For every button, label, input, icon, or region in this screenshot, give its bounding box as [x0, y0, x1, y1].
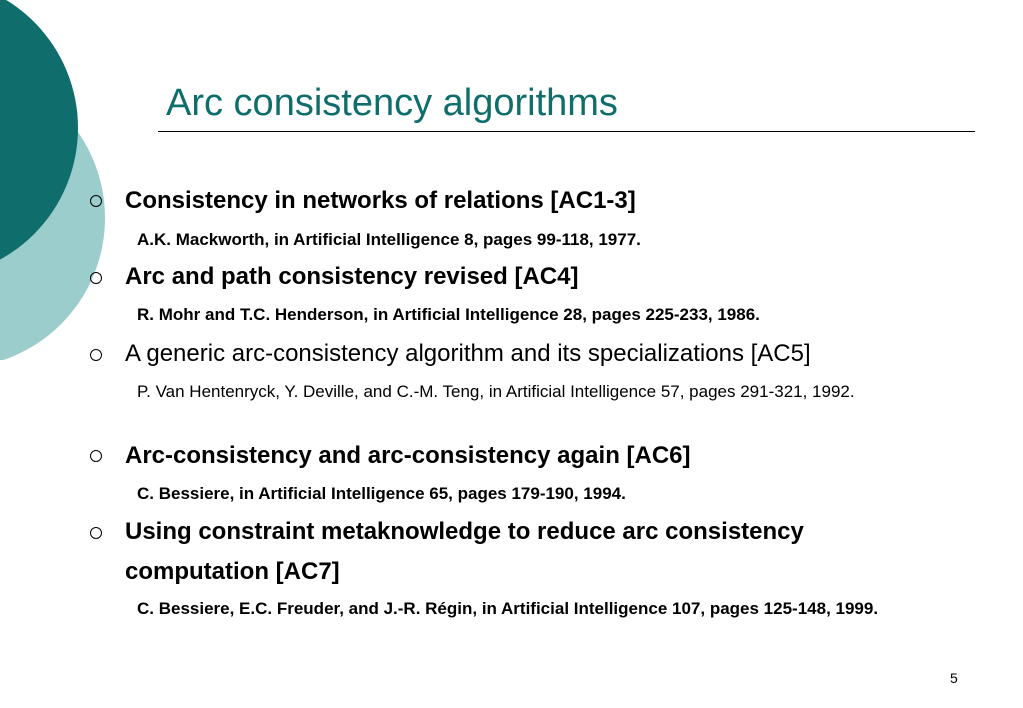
- bullet-reference: P. Van Hentenryck, Y. Deville, and C.-M. Teng, in Artificial Intelligence 57, pages 291-321, 1992.: [137, 382, 855, 401]
- bullet-heading: Arc and path consistency revised [AC4]: [125, 263, 579, 290]
- bullet-marker: [90, 272, 102, 284]
- slide-title: Arc consistency algorithms: [166, 82, 618, 124]
- bullet-reference: A.K. Mackworth, in Artificial Intelligence 8, pages 99-118, 1977.: [137, 230, 641, 249]
- bullet-reference: C. Bessiere, in Artificial Intelligence 65, pages 179-190, 1994.: [137, 484, 626, 503]
- bullet-reference: R. Mohr and T.C. Henderson, in Artificial Intelligence 28, pages 225-233, 1986.: [137, 305, 760, 324]
- bullet-marker: [90, 450, 102, 462]
- bullet-heading: Using constraint metaknowledge to reduce arc consistency computation [AC7]: [125, 518, 804, 585]
- bullet-heading: Arc-consistency and arc-consistency again [AC6]: [125, 442, 691, 469]
- bullet-heading: Consistency in networks of relations [AC1-3]: [125, 187, 636, 214]
- bullet-heading: A generic arc-consistency algorithm and its specializations [AC5]: [125, 340, 811, 367]
- bullet-reference: C. Bessiere, E.C. Freuder, and J.-R. Régin, in Artificial Intelligence 107, pages 125-148, 1999.: [137, 599, 879, 618]
- bullet-marker: [90, 195, 102, 207]
- page-number: 5: [950, 670, 958, 686]
- bullet-marker: [90, 527, 102, 539]
- bullet-marker: [90, 349, 102, 361]
